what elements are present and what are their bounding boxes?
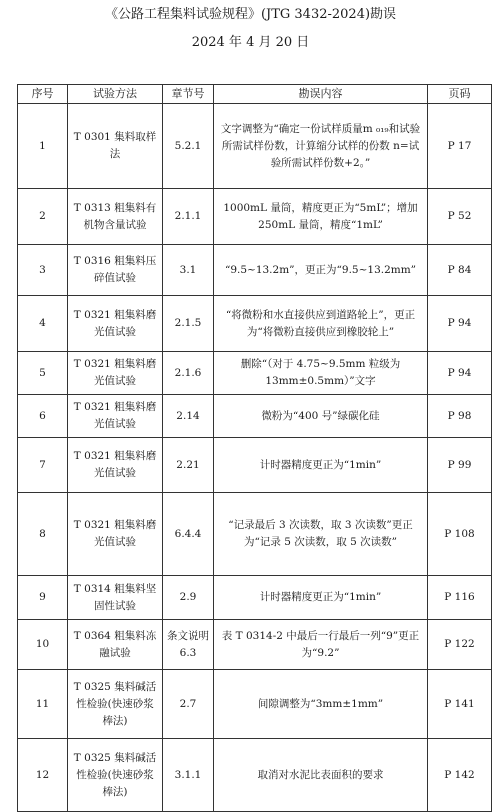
row-content: 文字调整为“确定一份试样质量m ₀₁₉和试验所需试样份数，计算缩分试样的份数 n=试验所需试样份数+2。” — [214, 104, 428, 189]
row-page: P 98 — [428, 395, 492, 438]
row-section: 2.21 — [163, 438, 214, 493]
row-content: 计时器精度更正为“1min” — [214, 576, 428, 620]
row-method: T 0301 集料取样法 — [68, 104, 163, 189]
row-content: 计时器精度更正为“1min” — [214, 438, 428, 493]
row-section: 条文说明 6.3 — [163, 620, 214, 670]
table-row — [18, 739, 492, 812]
row-section: 2.1.1 — [163, 189, 214, 245]
table-row — [18, 395, 492, 438]
row-method: T 0325 集料碱活性检验(快速砂浆棒法) — [68, 670, 163, 739]
row-no: 3 — [18, 245, 68, 296]
row-method: T 0321 粗集料磨光值试验 — [68, 395, 163, 438]
row-section: 3.1.1 — [163, 739, 214, 812]
table-row — [18, 670, 492, 739]
row-no: 2 — [18, 189, 68, 245]
row-page: P 108 — [428, 493, 492, 576]
document-date: 2024 年 4 月 20 日 — [191, 35, 310, 50]
table-header-row — [18, 85, 492, 104]
row-no: 1 — [18, 104, 68, 189]
row-content: 取消对水泥比表面积的要求 — [214, 739, 428, 812]
row-method: T 0313 粗集料有机物含量试验 — [68, 189, 163, 245]
row-no: 12 — [18, 739, 68, 812]
table-row — [18, 296, 492, 352]
table-row — [18, 620, 492, 670]
row-method: T 0321 粗集料磨光值试验 — [68, 438, 163, 493]
row-method: T 0314 粗集料坚固性试验 — [68, 576, 163, 620]
document-title: 《公路工程集料试验规程》(JTG 3432-2024)勘误 — [104, 7, 397, 22]
row-page: P 84 — [428, 245, 492, 296]
table-row — [18, 576, 492, 620]
row-content: 间隙调整为“3mm±1mm” — [214, 670, 428, 739]
table-row — [18, 245, 492, 296]
row-method: T 0321 粗集料磨光值试验 — [68, 352, 163, 395]
row-content: “将微粉和水直接供应到道路轮上”，更正为“将微粉直接供应到橡胶轮上” — [214, 296, 428, 352]
row-section: 2.7 — [163, 670, 214, 739]
row-page: P 122 — [428, 620, 492, 670]
row-method: T 0325 集料碱活性检验(快速砂浆棒法) — [68, 739, 163, 812]
table-row — [18, 352, 492, 395]
row-section: 6.4.4 — [163, 493, 214, 576]
row-no: 7 — [18, 438, 68, 493]
row-method: T 0321 粗集料磨光值试验 — [68, 296, 163, 352]
row-content: 删除“（对于 4.75~9.5mm 粒级为 13mm±0.5mm）”文字 — [214, 352, 428, 395]
header-section: 章节号 — [163, 85, 214, 104]
row-no: 8 — [18, 493, 68, 576]
row-page: P 17 — [428, 104, 492, 189]
row-page: P 52 — [428, 189, 492, 245]
errata-table — [17, 84, 492, 812]
row-section: 5.2.1 — [163, 104, 214, 189]
row-no: 6 — [18, 395, 68, 438]
row-page: P 141 — [428, 670, 492, 739]
row-section: 2.1.6 — [163, 352, 214, 395]
header-method: 试验方法 — [68, 85, 163, 104]
table-row — [18, 493, 492, 576]
row-no: 4 — [18, 296, 68, 352]
row-section: 3.1 — [163, 245, 214, 296]
row-method: T 0321 粗集料磨光值试验 — [68, 493, 163, 576]
row-content: 表 T 0314-2 中最后一行最后一列“9”更正为“9.2” — [214, 620, 428, 670]
table-row — [18, 189, 492, 245]
header-content: 勘误内容 — [214, 85, 428, 104]
table-row — [18, 438, 492, 493]
row-no: 10 — [18, 620, 68, 670]
row-content: 微粉为“400 号”绿碳化硅 — [214, 395, 428, 438]
row-no: 5 — [18, 352, 68, 395]
row-page: P 99 — [428, 438, 492, 493]
table-row — [18, 104, 492, 189]
row-page: P 142 — [428, 739, 492, 812]
row-content: “9.5~13.2m”，更正为“9.5~13.2mm” — [214, 245, 428, 296]
row-method: T 0364 粗集料冻融试验 — [68, 620, 163, 670]
row-page: P 94 — [428, 352, 492, 395]
row-section: 2.14 — [163, 395, 214, 438]
row-section: 2.1.5 — [163, 296, 214, 352]
row-no: 9 — [18, 576, 68, 620]
header-page: 页码 — [428, 85, 492, 104]
row-content: “记录最后 3 次读数，取 3 次读数”更正为“记录 5 次读数，取 5 次读数” — [214, 493, 428, 576]
row-method: T 0316 粗集料压碎值试验 — [68, 245, 163, 296]
header-no: 序号 — [18, 85, 68, 104]
row-page: P 116 — [428, 576, 492, 620]
row-no: 11 — [18, 670, 68, 739]
row-content: 1000mL 量筒，精度更正为“5mL”；增加 250mL 量筒，精度“1mL” — [214, 189, 428, 245]
row-section: 2.9 — [163, 576, 214, 620]
row-page: P 94 — [428, 296, 492, 352]
